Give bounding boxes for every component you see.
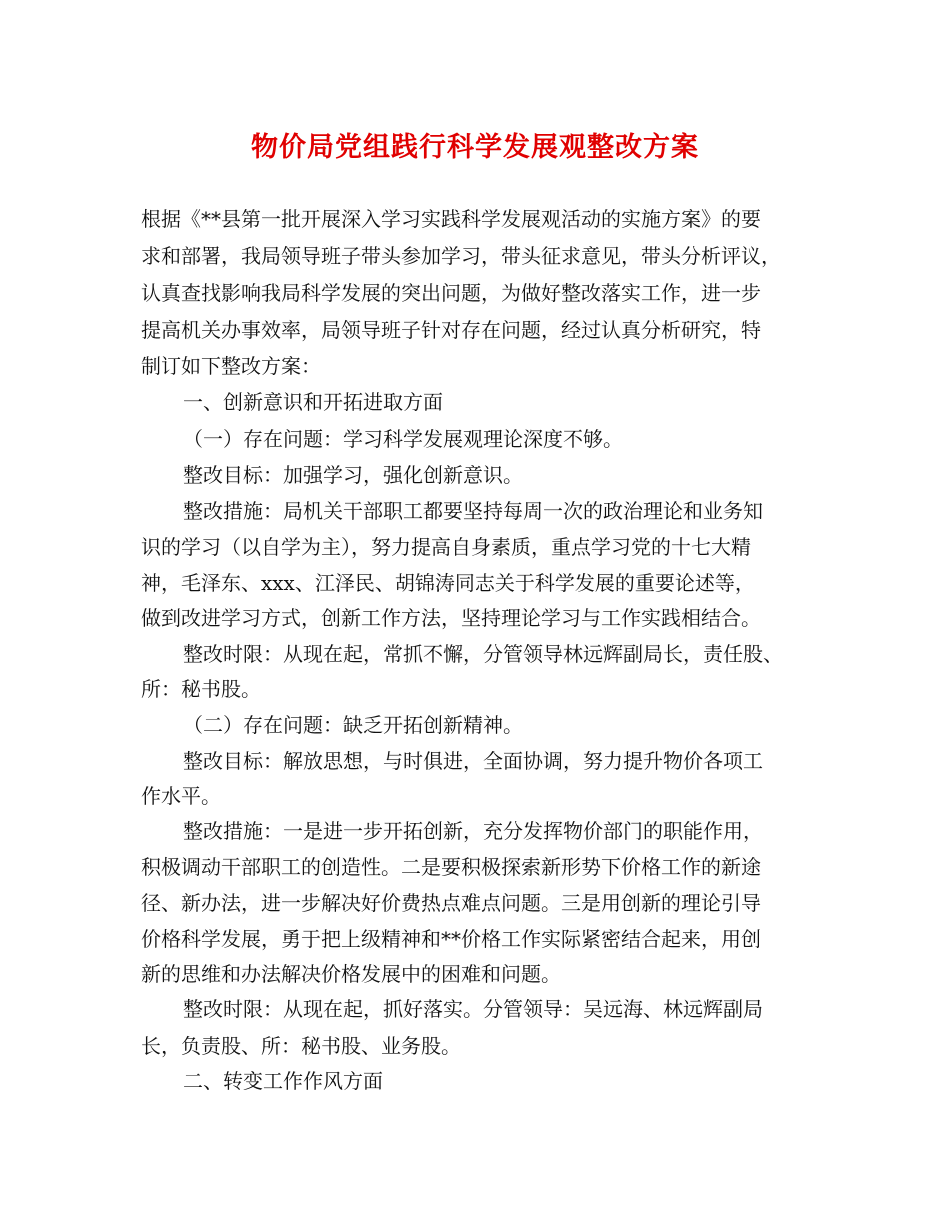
paragraph-line: 求和部署，我局领导班子带头参加学习，带头征求意见，带头分析评议， [141, 244, 781, 268]
paragraph-line: 价格科学发展，勇于把上级精神和**价格工作实际紧密结合起来，用创 [141, 927, 761, 951]
paragraph-line: 积极调动干部职工的创造性。二是要积极探索新形势下价格工作的新途 [141, 855, 761, 879]
paragraph-line: 整改时限：从现在起，抓好落实。分管领导：吴远海、林远辉副局 [183, 997, 763, 1021]
paragraph-line: 整改措施：局机关干部职工都要坚持每周一次的政治理论和业务知 [183, 499, 763, 523]
paragraph-line: 整改目标：加强学习，强化创新意识。 [183, 463, 523, 487]
paragraph-line: 做到改进学习方式，创新工作方法，坚持理论学习与工作实践相结合。 [141, 606, 761, 630]
paragraph-line: 整改目标：解放思想，与时俱进，全面协调，努力提升物价各项工 [183, 749, 763, 773]
paragraph-line: 整改措施：一是进一步开拓创新，充分发挥物价部门的职能作用， [183, 819, 763, 843]
section-heading: 一、创新意识和开拓进取方面 [183, 390, 443, 414]
paragraph-line: 制订如下整改方案： [141, 354, 321, 378]
paragraph-line: 所：秘书股。 [141, 677, 261, 701]
paragraph-line: 神，毛泽东、xxx、江泽民、胡锦涛同志关于科学发展的重要论述等， [141, 571, 755, 595]
paragraph-line: 径、新办法，进一步解决好价费热点难点问题。三是用创新的理论引导 [141, 891, 761, 915]
paragraph-line: （一）存在问题：学习科学发展观理论深度不够。 [183, 427, 623, 451]
paragraph-line: 新的思维和办法解决价格发展中的困难和问题。 [141, 962, 561, 986]
section-heading: 二、转变工作作风方面 [183, 1069, 383, 1093]
paragraph-line: 提高机关办事效率，局领导班子针对存在问题，经过认真分析研究，特 [141, 318, 761, 342]
paragraph-line: 整改时限：从现在起，常抓不懈，分管领导林远辉副局长，责任股、 [183, 642, 783, 666]
paragraph-line: 识的学习（以自学为主），努力提高自身素质，重点学习党的十七大精 [141, 535, 751, 559]
paragraph-line: 作水平。 [141, 784, 221, 808]
paragraph-line: 认真查找影响我局科学发展的突出问题，为做好整改落实工作，进一步 [141, 281, 761, 305]
paragraph-line: 根据《**县第一批开展深入学习实践科学发展观活动的实施方案》的要 [141, 207, 761, 231]
document-title: 物价局党组践行科学发展观整改方案 [251, 132, 699, 163]
paragraph-line: 长，负责股、所：秘书股、业务股。 [141, 1034, 461, 1058]
paragraph-line: （二）存在问题：缺乏开拓创新精神。 [183, 713, 523, 737]
